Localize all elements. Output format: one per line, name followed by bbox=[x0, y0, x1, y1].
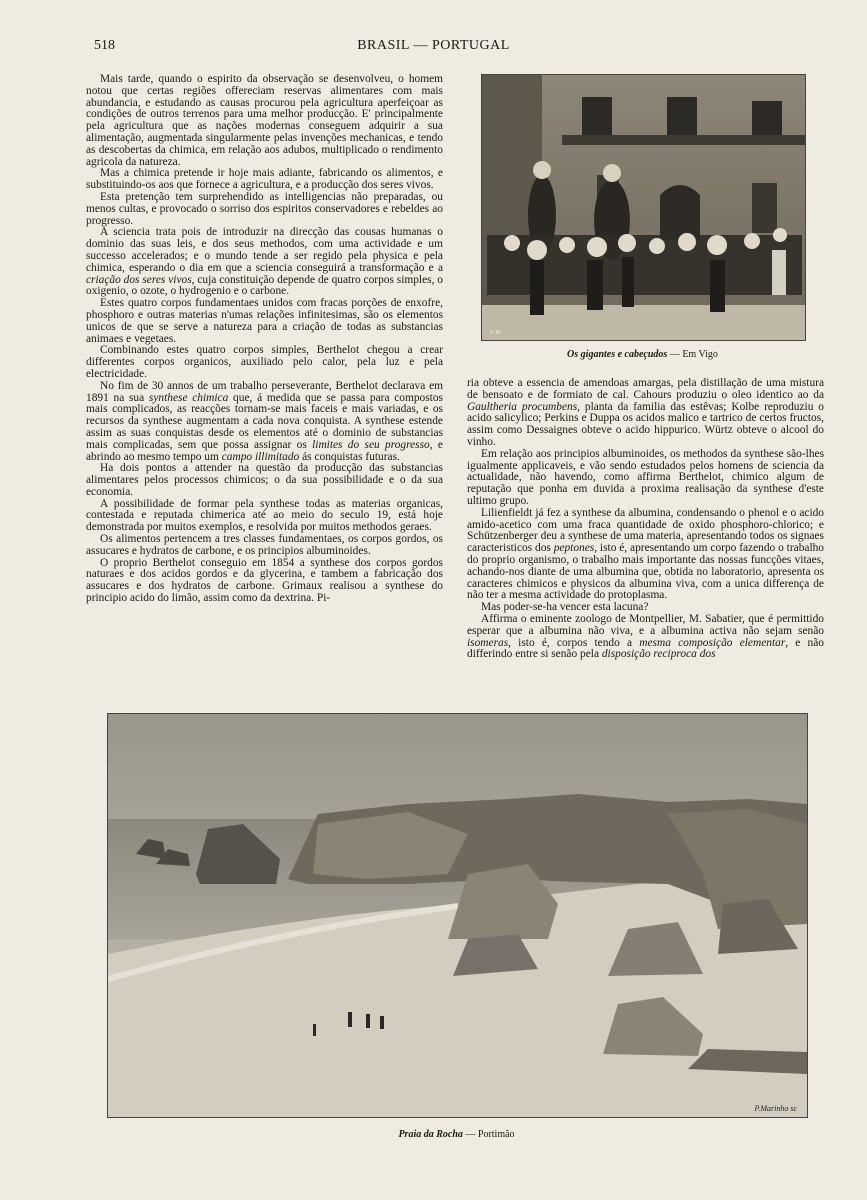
paragraph: Mas poder-se-ha vencer esta lacuna? bbox=[481, 601, 649, 614]
photo-praia-da-rocha bbox=[107, 713, 808, 1118]
paragraph: A sciencia trata pois de introduzir na direcção das cousas humanas o dominio das suas leis, e dos seus methodos, com uma actividade e um successo accelerados; e o mundo tende a ser regido pela physica e pela chimica, esperando o dia em que a sciencia conseguirá a transformação e a criação dos seres vivos, cuja constituição depende de quatro corpos simples, o oxigenio, o ozote, o hydrogenio e o carbone. bbox=[86, 226, 444, 298]
article-column-right bbox=[467, 378, 824, 661]
paragraph: Estes quatro corpos fundamentaes unidos com fracas porções de enxofre, phosphoro e outras materias n'umas relações infinitesimas, são os elementos unicos de que se serve a natureza para a criação de todas as substancias animaes e vegetaes. bbox=[86, 297, 443, 345]
paragraph: Os alimentos pertencem a tres classes fundamentaes, os corpos gordos, os assucares e hydratos de carbone, e os principios albuminoides. bbox=[86, 533, 443, 557]
paragraph: Mas a chimica pretende ir hoje mais adiante, fabricando os alimentos, e substituindo-os aos que fornece a agricultura, e a producção dos seres vivos. bbox=[86, 167, 443, 192]
paragraph: O proprio Berthelot conseguio em 1854 a synthese dos corpos gordos naturaes e dos acidos gordos e da glycerina, e tambem a fabricação dos assucares e dos hydratos de carbone. Grimaux realisou a synthese do principio acido do limão, assim como da dextrina. Pi- bbox=[86, 556, 443, 605]
photographer-mark: e·m bbox=[490, 328, 501, 336]
paragraph: Combinando estes quatro corpos simples, Berthelot chegou a crear differentes corpos organicos, auxiliado pelo calor, pela luz e pela electricidade. bbox=[86, 344, 443, 380]
paragraph: A possibilidade de formar pela synthese todas as materias organicas, contestada e reputada chimerica até ao meio do seculo 19, está hoje demonstrada por muitos exemplos, e resolvida por muitos methodos geraes. bbox=[86, 497, 443, 534]
caption-place: — Portimão bbox=[465, 1129, 515, 1140]
paragraph: No fim de 30 annos de um trabalho perseverante, Berthelot declarava em 1891 na sua synthese chimica que, á medida que se passa para compostos mais complicados, as reacções tornam-se mais faceis e mais variadas, e os recursos da synthese augmentam a cada nova conquista. A synthese estende assim as suas conquistas desde os elementos até o dominio de substancias mais complicadas, sem que possa assignar os limites do seu progresso, e abrindo ao mesmo tempo um campo illimitado ás conquistas futuras. bbox=[86, 379, 443, 463]
article-column-left bbox=[86, 74, 443, 605]
caption-praia bbox=[107, 1129, 806, 1140]
paragraph: Ha dois pontos a attender na questão da producção das substancias alimentares pelos processos chimicos; o da sua possibilidade e o da sua economia. bbox=[86, 462, 443, 498]
beach-cliffs-illustration bbox=[108, 714, 807, 1117]
running-head: BRASIL — PORTUGAL bbox=[357, 38, 510, 53]
caption-title: Praia da Rocha bbox=[398, 1129, 463, 1140]
paragraph: Esta pretenção tem surprehendido as intelligencias não preparadas, ou menos cultas, e provocado o sorriso dos espiritos conservadores e rebeldes ao progresso. bbox=[86, 190, 443, 227]
paragraph: Lilienfieldt já fez a synthese da albumina, condensando o phenol e o acido amido-acetico com uma fraca quantidade de oxido phosphoro-chlorico; e Schützenberger deu a synthese de uma materia, apresentando todos os signaes caracteristicos dos peptones, isto é, apresentando um corpo fazendo o trabalho do proprio organismo, o trabalho mais importante das nossas funcções vitaes, achando-nos diante de uma albumina que, obtida no laboratorio, apresenta os caracteres chimicos e physicos da albumina viva, com a unica differença de não ter a mesma actividade do protoplasma. bbox=[467, 506, 825, 602]
page-number: 518 bbox=[94, 38, 115, 53]
caption-place: — Em Vigo bbox=[669, 349, 718, 360]
paragraph: Affirma o eminente zoologo de Montpellier, M. Sabatier, que é permittido esperar que a albumina não viva, e a albumina activa não sejam senão isomeras, isto é, corpos tendo a mesma composição elementar, e não differindo entre si senão pela disposição reciproca dos bbox=[467, 612, 824, 661]
paragraph: ria obteve a essencia de amendoas amargas, pela distillação de uma mistura de bensoato e de formiato de cal. Cahours produziu o oleo identico ao da Gaultheria procumbens, planta da familia das estêvas; Kolbe reproduziu o acido salicylico; Perkins e Duppa os acidos malico e tartrico de certos fructos, assim como Dessaignes obteve o acido hippurico. Würtz obteve o alcool do vinho. bbox=[467, 377, 824, 448]
engraver-signature: P.Marinho sc bbox=[754, 1104, 797, 1113]
caption-title: Os gigantes e cabeçudos bbox=[567, 349, 668, 360]
photo-gigantes-cabecudos bbox=[481, 74, 806, 341]
street-procession-illustration bbox=[482, 75, 805, 340]
paragraph: Mais tarde, quando o espirito da observação se desenvolveu, o homem notou que certas regiões offereciam reservas alimentares com mais abundancia, e estudando as causas procurou pela agricultura aperfeiçoar as condições de outros terrenos para uma melhor producção. E' principalmente pela agricultura que as nações modernas conseguem adquirir a sua alimentação, augmentada singularmente pelas invenções mechanicas, e tendo as descobertas da chimica, em relação aos adubos, multiplicado o rendimento agricola da natureza. bbox=[86, 73, 443, 168]
caption-gigantes bbox=[481, 349, 804, 360]
paragraph: Em relação aos principios albuminoides, os methodos da synthese são-lhes igualmente applicaveis, e vão sendo estudados pelos homens de sciencia da actualidade, não havendo, como affirma Berthelot, chimico algum de reputação que ponha em duvida a proxima realisação da synthese d'este ultimo grupo. bbox=[467, 447, 824, 507]
